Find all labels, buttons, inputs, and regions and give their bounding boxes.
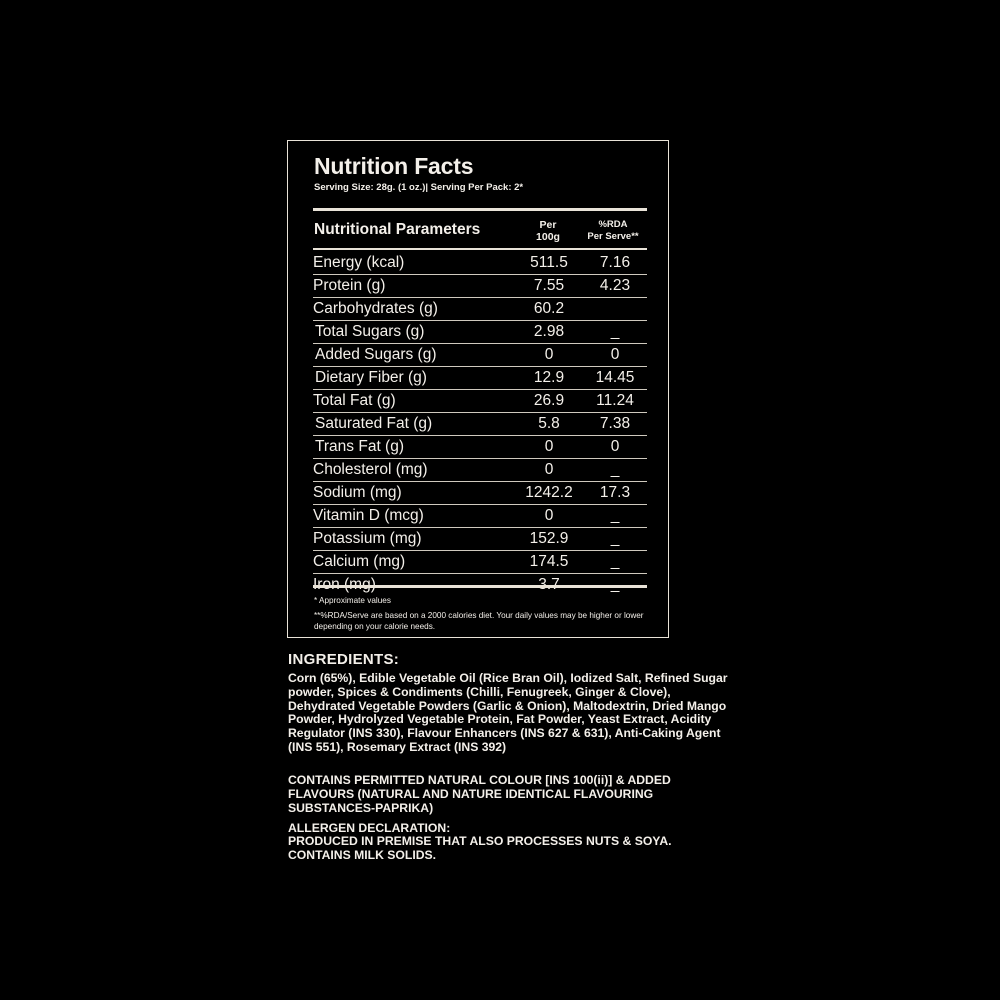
nutrition-row [313, 367, 647, 390]
colour-flavour-note: CONTAINS PERMITTED NATURAL COLOUR [INS 100(ii)] & ADDED FLAVOURS (NATURAL AND NATURE IDENTICAL FLAVOURING SUBSTANCES-PAPRIKA) [288, 773, 671, 815]
nutrition-row [313, 413, 647, 436]
per-100g-value: 0 [544, 507, 554, 524]
header-divider [313, 248, 647, 250]
rda-value: _ [610, 323, 620, 340]
nutrition-row [313, 482, 647, 505]
header-rda-per-serve [578, 219, 648, 243]
header-parameters-label: Nutritional Parameters [314, 221, 481, 238]
rda-value: 0 [610, 438, 620, 455]
nutrition-row [313, 551, 647, 574]
nutrient-name: Added Sugars (g) [315, 346, 437, 363]
nutrition-row [313, 321, 647, 344]
nutrient-name: Dietary Fiber (g) [315, 369, 427, 386]
rda-value: _ [610, 507, 620, 524]
header-rda-line1: %RDA [598, 219, 628, 230]
footnote-rda: **%RDA/Serve are based on a 2000 calories diet. Your daily values may be higher or lower depending on your calorie needs. [314, 611, 644, 631]
nutrient-name: Calcium (mg) [313, 553, 406, 570]
nutrition-row [313, 252, 647, 275]
per-100g-value: 174.5 [529, 553, 569, 570]
rda-value: 11.24 [596, 392, 634, 409]
nutrient-name: Energy (kcal) [313, 254, 405, 271]
nutrient-name: Saturated Fat (g) [315, 415, 433, 432]
nutrition-row [313, 505, 647, 528]
per-100g-value: 1242.2 [525, 484, 573, 501]
bottom-divider [313, 585, 647, 588]
nutrient-name: Sodium (mg) [313, 484, 402, 501]
rda-value: 4.23 [599, 277, 631, 294]
header-per-line2: 100g [536, 231, 560, 243]
header-per-100g [518, 219, 578, 243]
nutrition-row [313, 298, 647, 321]
rda-value: 0 [610, 346, 620, 363]
rda-value: 14.45 [595, 369, 635, 386]
per-100g-value: 511.5 [530, 254, 568, 271]
nutrient-name: Trans Fat (g) [315, 438, 404, 455]
nutrition-facts-panel [287, 140, 669, 638]
header-rda-line2: Per Serve** [587, 231, 639, 242]
per-100g-value: 7.55 [533, 277, 565, 294]
nutrient-name: Potassium (mg) [313, 530, 422, 547]
nutrient-name: Total Sugars (g) [315, 323, 425, 340]
nutrition-facts-title: Nutrition Facts [314, 153, 474, 179]
rda-value: _ [610, 530, 620, 547]
nutrition-row [313, 528, 647, 551]
rda-value: 7.16 [599, 254, 631, 271]
allergen-title: ALLERGEN DECLARATION: [288, 821, 451, 835]
rda-value: _ [610, 553, 620, 570]
allergen-text: PRODUCED IN PREMISE THAT ALSO PROCESSES NUTS & SOYA. CONTAINS MILK SOLIDS. [288, 834, 672, 862]
nutrition-row [313, 436, 647, 459]
nutrient-name: Cholesterol (mg) [313, 461, 428, 478]
per-100g-value: 0 [544, 461, 554, 478]
ingredients-text: Corn (65%), Edible Vegetable Oil (Rice Bran Oil), Iodized Salt, Refined Sugar powder, Spices & Condiments (Chilli, Fenugreek, Ginger & Clove), Dehydrated Vegetable Powders (Garlic & Onion), Maltodextrin, Dried Mango Powder, Hydrolyzed Vegetable Protein, Fat Powder, Yeast Extract, Acidity Regulator (INS 330), Flavour Enhancers (INS 627 & 631), Anti-Caking Agent (INS 551), Rosemary Extract (INS 392) [288, 671, 728, 754]
rda-value: _ [610, 461, 620, 478]
nutrition-row [313, 390, 647, 413]
nutrient-name: Total Fat (g) [313, 392, 396, 409]
top-divider [313, 208, 647, 211]
per-100g-value: 5.8 [538, 415, 560, 432]
per-100g-value: 0 [544, 438, 554, 455]
per-100g-value: 2.98 [533, 323, 565, 340]
per-100g-value: 0 [544, 346, 554, 363]
per-100g-value: 26.9 [533, 392, 565, 409]
rda-value: 17.3 [599, 484, 631, 501]
nutrient-name: Carbohydrates (g) [313, 300, 438, 317]
nutrition-row [313, 459, 647, 482]
nutrition-rows [313, 252, 647, 596]
rda-value: 7.38 [599, 415, 631, 432]
per-100g-value: 152.9 [529, 530, 569, 547]
nutrient-name: Protein (g) [313, 277, 386, 294]
footnote-approximate: * Approximate values [314, 596, 391, 605]
header-per-line1: Per [539, 219, 557, 231]
serving-info: Serving Size: 28g. (1 oz.)| Serving Per Pack: 2* [314, 182, 524, 193]
per-100g-value: 12.9 [533, 369, 565, 386]
ingredients-title: INGREDIENTS: [288, 651, 400, 668]
nutrient-name: Vitamin D (mcg) [313, 507, 424, 524]
per-100g-value: 60.2 [533, 300, 565, 317]
nutrition-row [313, 344, 647, 367]
nutrition-row [313, 275, 647, 298]
